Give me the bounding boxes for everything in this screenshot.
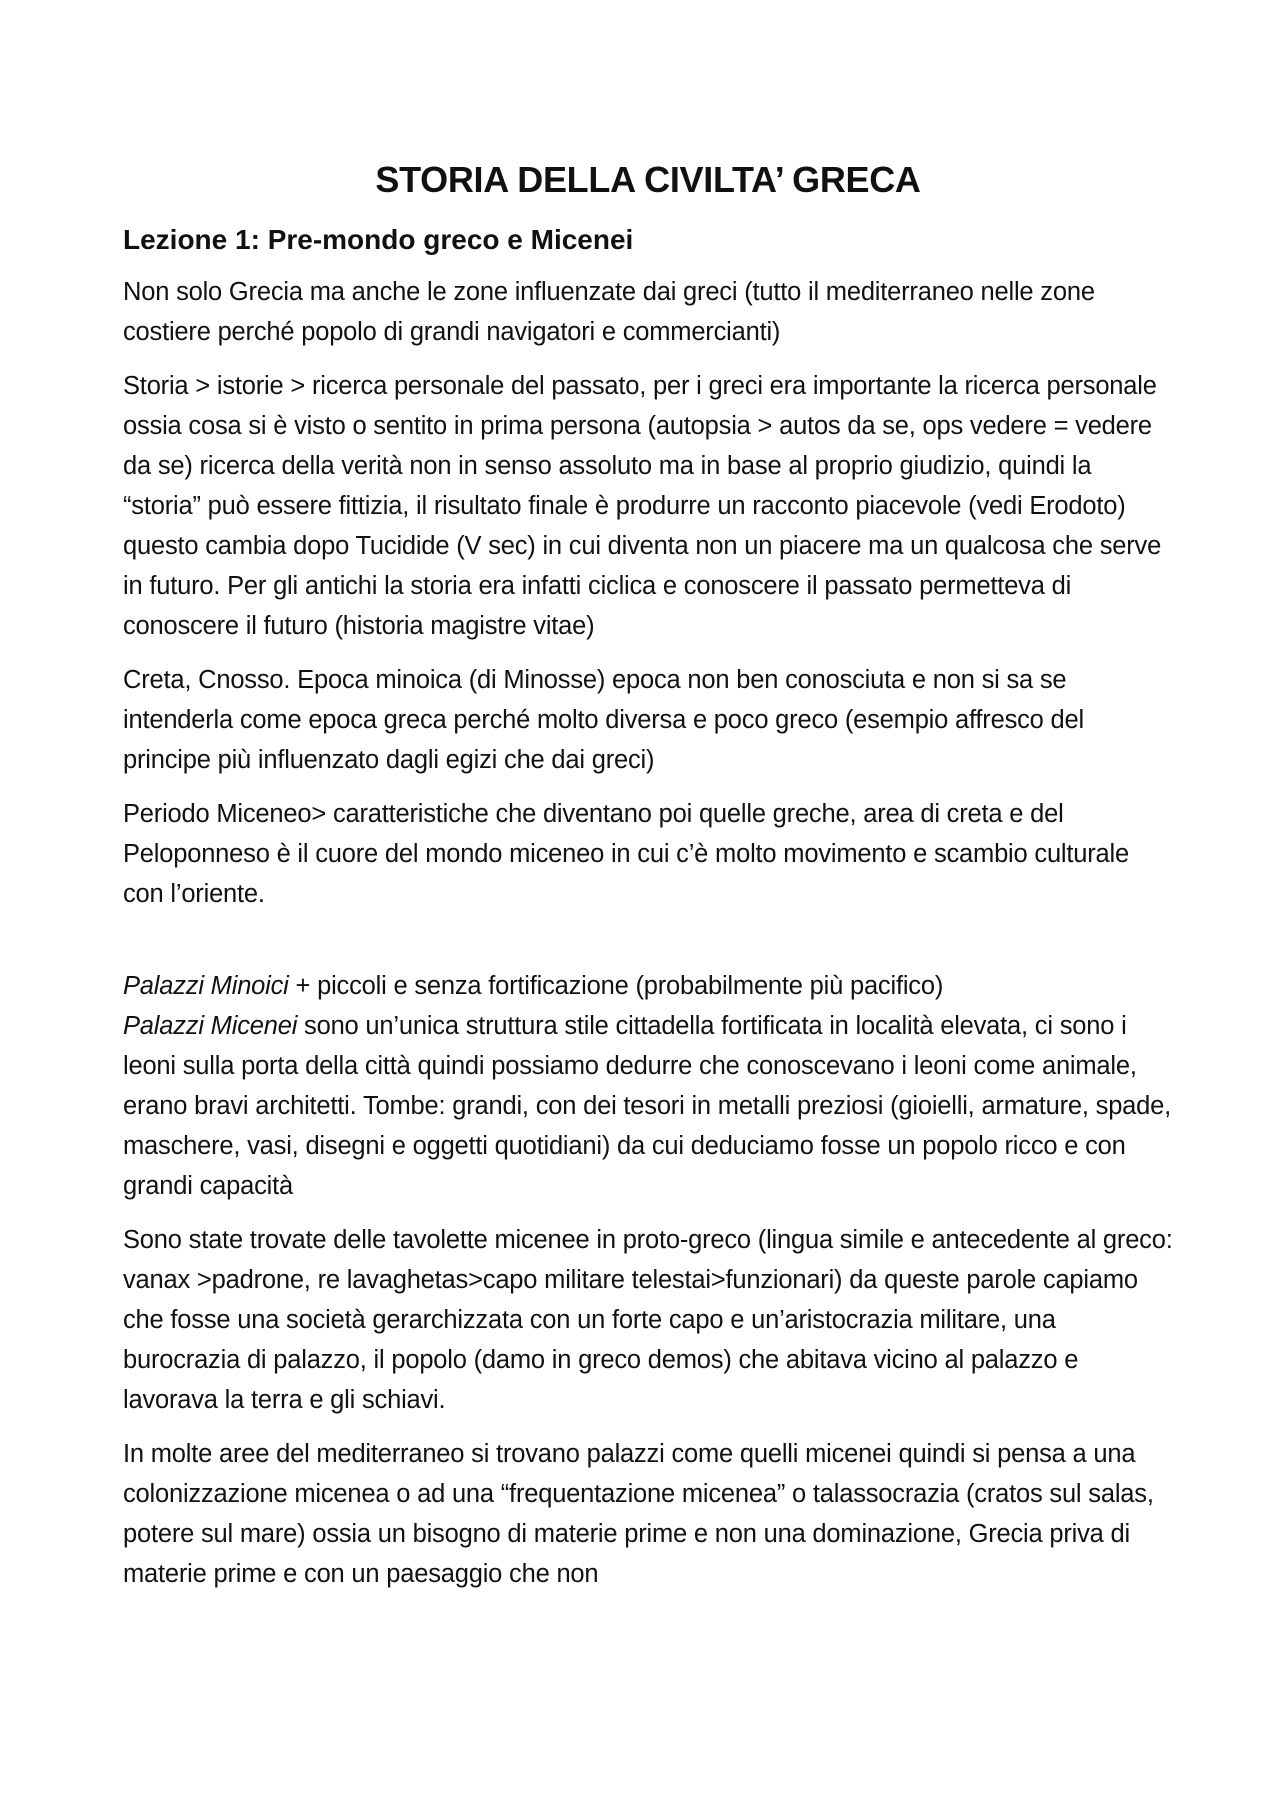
paragraph-colonizzazione: In molte aree del mediterraneo si trovano palazzi come quelli micenei quindi si pensa a una colonizzazione micenea o ad una “frequentazione micenea” o talassocrazia (cratos sul salas, potere sul mare) ossia un bisogno di materie prime e non una dominazione, Grecia priva di materie prime e con un paesaggio che non — [123, 1440, 1154, 1588]
paragraph-miceneo: Periodo Miceneo> caratteristiche che diventano poi quelle greche, area di creta e del Peloponneso è il cuore del mondo miceneo in cui c’è molto movimento e scambio culturale con l’oriente. — [123, 800, 1129, 908]
palazzi-micenei-text: sono un’unica struttura stile cittadella fortificata in località elevata, ci sono i leoni sulla porta della città quindi possiamo dedurre che conoscevano i leoni come animale, erano bravi architetti. Tombe: grandi, con dei tesori in metalli preziosi (gioielli, armature, spade, maschere, vasi, disegni e oggetti quotidiani) da cui deduciamo fosse un popolo ricco e con grandi capacità — [123, 1012, 1172, 1200]
document-body — [123, 150, 1173, 1608]
paragraph-tavolette: Sono state trovate delle tavolette micenee in proto-greco (lingua simile e antecedente al greco: vanax >padrone, re lavaghetas>capo militare telestai>funzionari) da queste parole capiamo che fosse una società gerarchizzata con un forte capo e un’aristocrazia militare, una burocrazia di palazzo, il popolo (damo in greco demos) che abitava vicino al palazzo e lavorava la terra e gli schiavi. — [123, 1226, 1173, 1414]
palazzi-minoici-label: Palazzi Minoici — [123, 972, 289, 1000]
paragraph-spacer — [123, 928, 1173, 966]
palazzi-micenei-block — [123, 1012, 1171, 1200]
lesson-heading: Lezione 1: Pre-mondo greco e Micenei — [123, 224, 634, 255]
paragraph-intro: Non solo Grecia ma anche le zone influenzate dai greci (tutto il mediterraneo nelle zone costiere perché popolo di grandi navigatori e commercianti) — [123, 278, 1095, 346]
paragraph-storia: Storia > istorie > ricerca personale del passato, per i greci era importante la ricerca personale ossia cosa si è visto o sentito in prima persona (autopsia > autos da se, ops vedere = vedere da se) ricerca della verità non in senso assoluto ma in base al proprio giudizio, quindi la “storia” può essere fittizia, il risultato finale è produrre un racconto piacevole (vedi Erodoto) questo cambia dopo Tucidide (V sec) in cui diventa non un piacere ma un qualcosa che serve in futuro. Per gli antichi la storia era infatti ciclica e conoscere il passato permetteva di conoscere il futuro (historia magistre vitae) — [123, 372, 1162, 640]
palazzi-minoici-line — [123, 966, 1173, 1006]
document-title: STORIA DELLA CIVILTA’ GRECA — [375, 159, 921, 200]
paragraph-palazzi — [123, 966, 1173, 1206]
paragraph-creta: Creta, Cnosso. Epoca minoica (di Minosse) epoca non ben conosciuta e non si sa se intenderla come epoca greca perché molto diversa e poco greco (esempio affresco del principe più influenzato dagli egizi che dai greci) — [123, 666, 1084, 774]
palazzi-micenei-label: Palazzi Micenei — [123, 1012, 298, 1040]
palazzi-minoici-text: + piccoli e senza fortificazione (probabilmente più pacifico) — [288, 972, 944, 1000]
